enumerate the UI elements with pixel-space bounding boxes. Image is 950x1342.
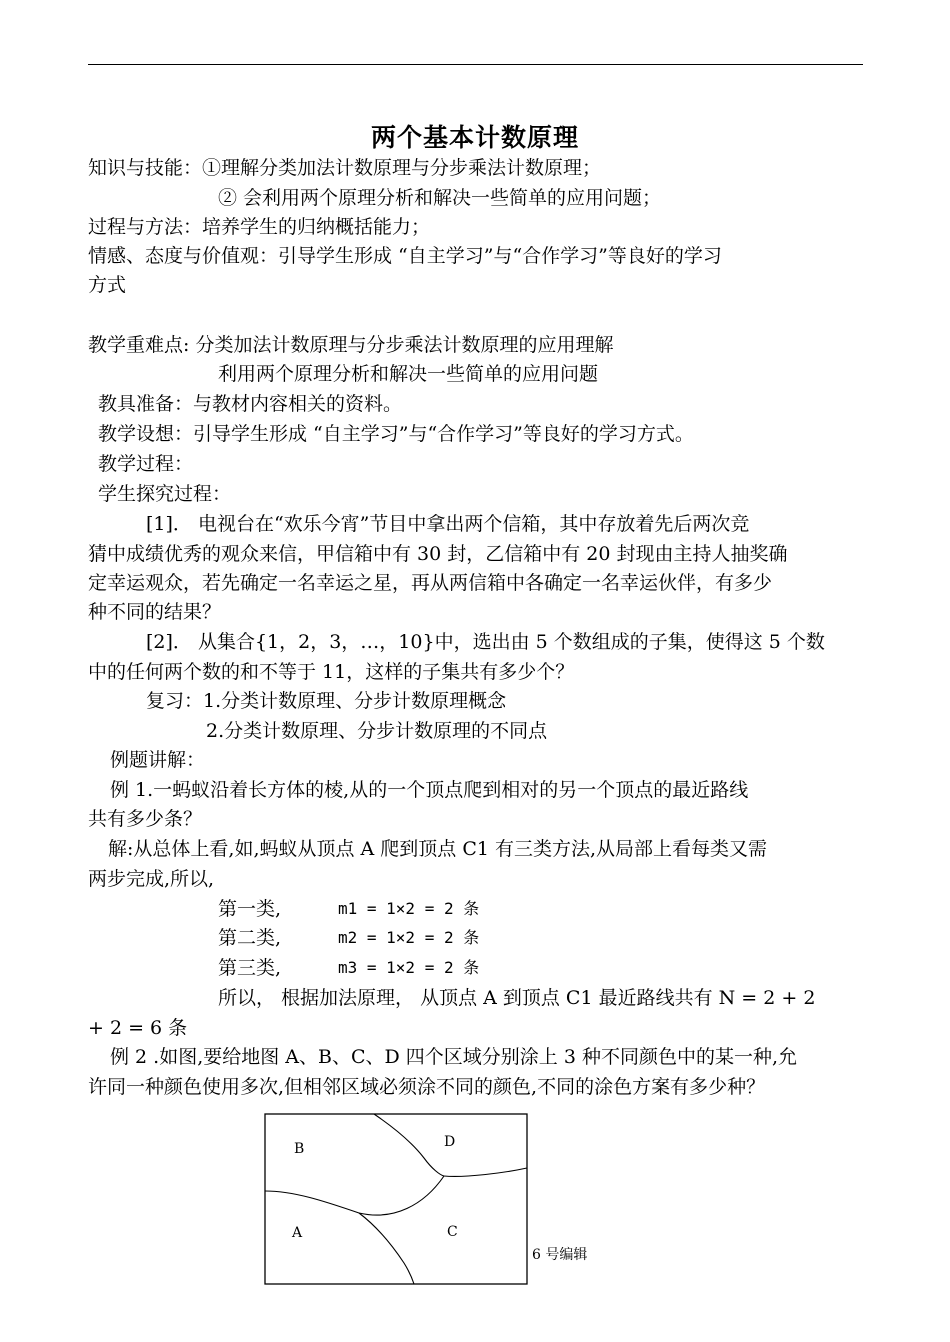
text-line: 许同一种颜色使用多次,但相邻区域必须涂不同的颜色,不同的涂色方案有多少种？ <box>88 1076 766 1098</box>
text-line: 教学过程： <box>98 453 194 475</box>
text-line: 复习：1.分类计数原理、分步计数原理概念 <box>146 690 507 712</box>
map-label-a: A <box>292 1225 303 1241</box>
map-label-b: B <box>294 1141 305 1157</box>
text-line: 例 2 .如图,要给地图 A、B、C、D 四个区域分别涂上 3 种不同颜色中的某一种,允 <box>110 1046 797 1068</box>
formula-line: m1 = 1×2 = 2 条 <box>338 899 480 918</box>
map-boundary-bd <box>374 1114 444 1176</box>
text-line: 例 1.一蚂蚁沿着长方体的棱,从的一个顶点爬到相对的另一个顶点的最近路线 <box>110 779 749 801</box>
text-line: 情感、态度与价值观：引导学生形成 “自主学习”与“合作学习”等良好的学习 <box>88 245 722 267</box>
text-line: 两步完成,所以, <box>88 868 215 890</box>
text-line: 第一类, <box>218 898 282 920</box>
text-line: 方式 <box>88 274 127 296</box>
map-label-d: D <box>444 1134 456 1150</box>
map-label-c: C <box>447 1224 458 1240</box>
text-line: 猜中成绩优秀的观众来信，甲信箱中有 30 封，乙信箱中有 20 封现由主持人抽奖确 <box>88 543 788 565</box>
map-border <box>265 1114 527 1284</box>
text-line: 中的任何两个数的和不等于 11，这样的子集共有多少个？ <box>88 661 575 683</box>
text-line: 学生探究过程： <box>98 483 232 505</box>
text-line: 教学设想：引导学生形成 “自主学习”与“合作学习”等良好的学习方式。 <box>98 423 694 445</box>
text-line: 2.分类计数原理、分步计数原理的不同点 <box>206 720 548 742</box>
text-line: [1]． 电视台在“欢乐今宵”节目中拿出两个信箱，其中存放着先后两次竞 <box>146 513 750 535</box>
text-line: 教学重难点: 分类加法计数原理与分步乘法计数原理的应用理解 <box>88 334 614 356</box>
page-title: 两个基本计数原理 <box>370 123 579 152</box>
map-boundary-ab <box>265 1176 444 1215</box>
text-line: 所以， 根据加法原理， 从顶点 A 到顶点 C1 最近路线共有 N = 2 + 2 <box>218 987 816 1009</box>
text-line: 种不同的结果？ <box>88 601 222 623</box>
text-line: 第二类, <box>218 927 282 949</box>
formula-line: m3 = 1×2 = 2 条 <box>338 958 480 977</box>
text-line: 定幸运观众，若先确定一名幸运之星，再从两信箱中各确定一名幸运伙伴，有多少 <box>88 572 773 594</box>
formula-line: m2 = 1×2 = 2 条 <box>338 928 480 947</box>
figure-caption: 6 号编辑 <box>532 1247 588 1263</box>
text-line: + 2 = 6 条 <box>88 1017 188 1039</box>
text-line: 知识与技能：①理解分类加法计数原理与分步乘法计数原理； <box>88 157 602 179</box>
map-boundary-dc <box>444 1168 527 1176</box>
text-line: 共有多少条？ <box>88 808 203 830</box>
text-line: 教具准备：与教材内容相关的资料。 <box>98 393 403 415</box>
text-line: 例题讲解： <box>110 749 206 771</box>
text-line: 解:从总体上看,如,蚂蚁从顶点 A 爬到顶点 C1 有三类方法,从局部上看每类又需 <box>108 838 768 860</box>
text-line: 利用两个原理分析和解决一些简单的应用问题 <box>218 363 599 385</box>
text-line: 第三类, <box>218 957 282 979</box>
header-rule <box>88 64 863 65</box>
region-map-figure <box>264 1113 528 1285</box>
text-line: ② 会利用两个原理分析和解决一些简单的应用问题； <box>218 187 662 209</box>
text-line: 过程与方法：培养学生的归纳概括能力； <box>88 216 431 238</box>
text-line: [2]． 从集合{1，2，3，…，10}中，选出由 5 个数组成的子集，使得这 5 个数 <box>146 631 825 653</box>
map-boundary-ac <box>359 1213 414 1284</box>
